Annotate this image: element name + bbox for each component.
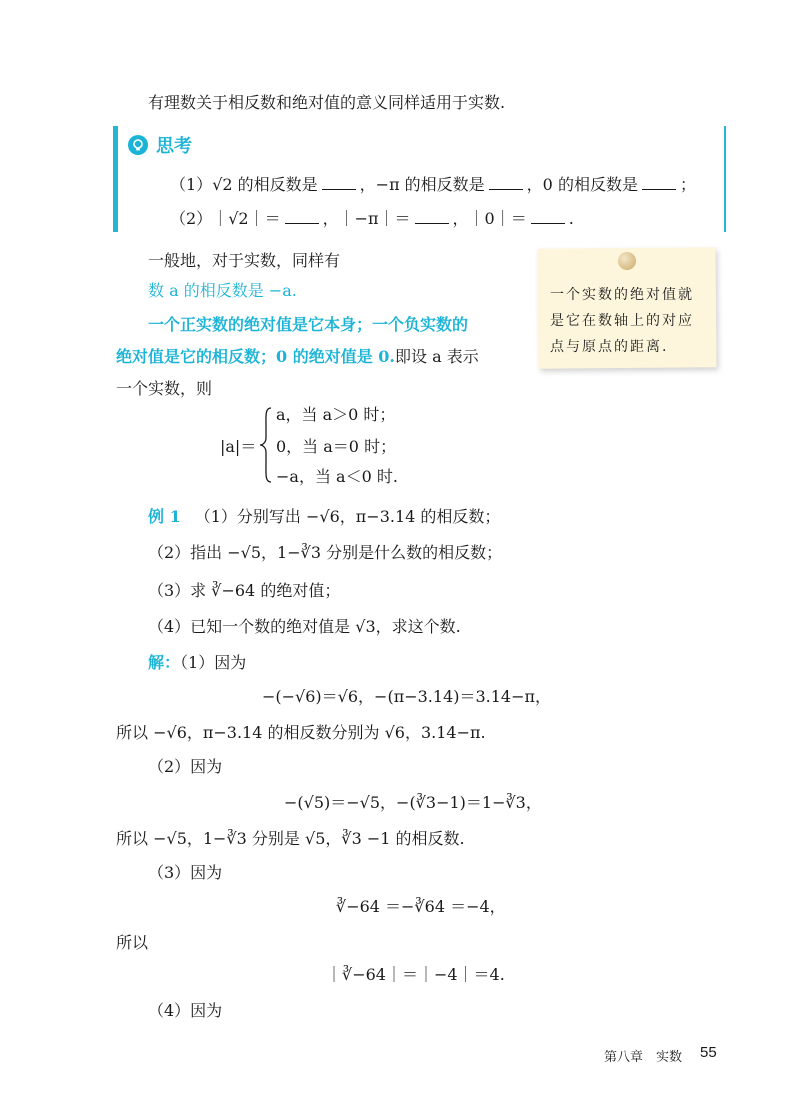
answer-blank[interactable] <box>285 209 319 224</box>
answer-blank[interactable] <box>415 209 449 224</box>
note-text: 一个实数的绝对值就是它在数轴上的对应点与原点的距离. <box>550 287 694 355</box>
think-header <box>128 132 192 158</box>
rule-opposite: 数 a 的相反数是 −a. <box>148 281 297 300</box>
conclusion-1: 所以 −√6，π−3.14 的相反数分别为 √6，3.14−π. <box>116 723 486 742</box>
solution-label: 解： <box>148 653 181 672</box>
curly-brace <box>259 406 273 484</box>
example-part-4: （4）已知一个数的绝对值是 √3，求这个数. <box>148 617 461 636</box>
equation-1: −(−√6)＝√6，−(π−3.14)＝3.14−π， <box>262 687 552 706</box>
pushpin-icon <box>618 252 636 270</box>
equation-3: ∛−64 ＝−∛64 ＝−4， <box>336 897 506 916</box>
conclusion-2: 所以 −√5，1−∛3 分别是 √5，∛3 −1 的相反数. <box>116 829 465 848</box>
example-part-3: （3）求 ∛−64 的绝对值； <box>148 581 341 600</box>
example-label: 例 1 <box>148 507 181 526</box>
general-text: 一般地，对于实数，同样有 <box>148 251 341 270</box>
conclusion-3: 所以 <box>116 933 149 952</box>
rule-abs-2: 绝对值是它的相反数；0 的绝对值是 0.即设 a 表示 <box>116 347 479 366</box>
example-part-1: 例 1 （1）分别写出 −√6，π−3.14 的相反数； <box>148 507 501 526</box>
think-title: 思考 <box>156 136 192 157</box>
lightbulb-icon <box>128 135 148 155</box>
answer-blank[interactable] <box>642 175 676 190</box>
chapter-footer: 第八章 实数 <box>604 1050 683 1065</box>
piecewise-case-1: a，当 a＞0 时； <box>276 405 396 424</box>
solution-step-4: （4）因为 <box>148 1001 223 1020</box>
equation-2: −(√5)＝−√5，−(∛3−1)＝1−∛3， <box>284 793 542 812</box>
solution-step-2: （2）因为 <box>148 757 223 776</box>
page-number: 55 <box>700 1044 717 1061</box>
answer-blank[interactable] <box>322 175 356 190</box>
piecewise-case-3: −a，当 a＜0 时. <box>276 467 398 486</box>
piecewise-case-2: 0，当 a＝0 时； <box>276 437 397 456</box>
think-question-1: （1）√2 的相反数是 ，−π 的相反数是 ，0 的相反数是 ； <box>170 175 696 194</box>
answer-blank[interactable] <box>531 209 565 224</box>
piecewise-lhs: |a|＝ <box>220 437 257 456</box>
equation-4: ｜∛−64｜＝｜−4｜＝4. <box>326 965 505 984</box>
rule-abs-1: 一个正实数的绝对值是它本身；一个负实数的 <box>148 315 469 334</box>
solution-step-3: （3）因为 <box>148 863 223 882</box>
example-part-2: （2）指出 −√5，1−∛3 分别是什么数的相反数； <box>148 543 503 562</box>
rule-abs-3: 一个实数，则 <box>116 379 213 398</box>
answer-blank[interactable] <box>489 175 523 190</box>
intro-text: 有理数关于相反数和绝对值的意义同样适用于实数. <box>148 93 506 112</box>
think-question-2: （2）｜√2｜＝ ，｜−π｜＝ ，｜0｜＝ . <box>170 209 574 228</box>
solution-step-1: 解：（1）因为 <box>148 653 247 672</box>
